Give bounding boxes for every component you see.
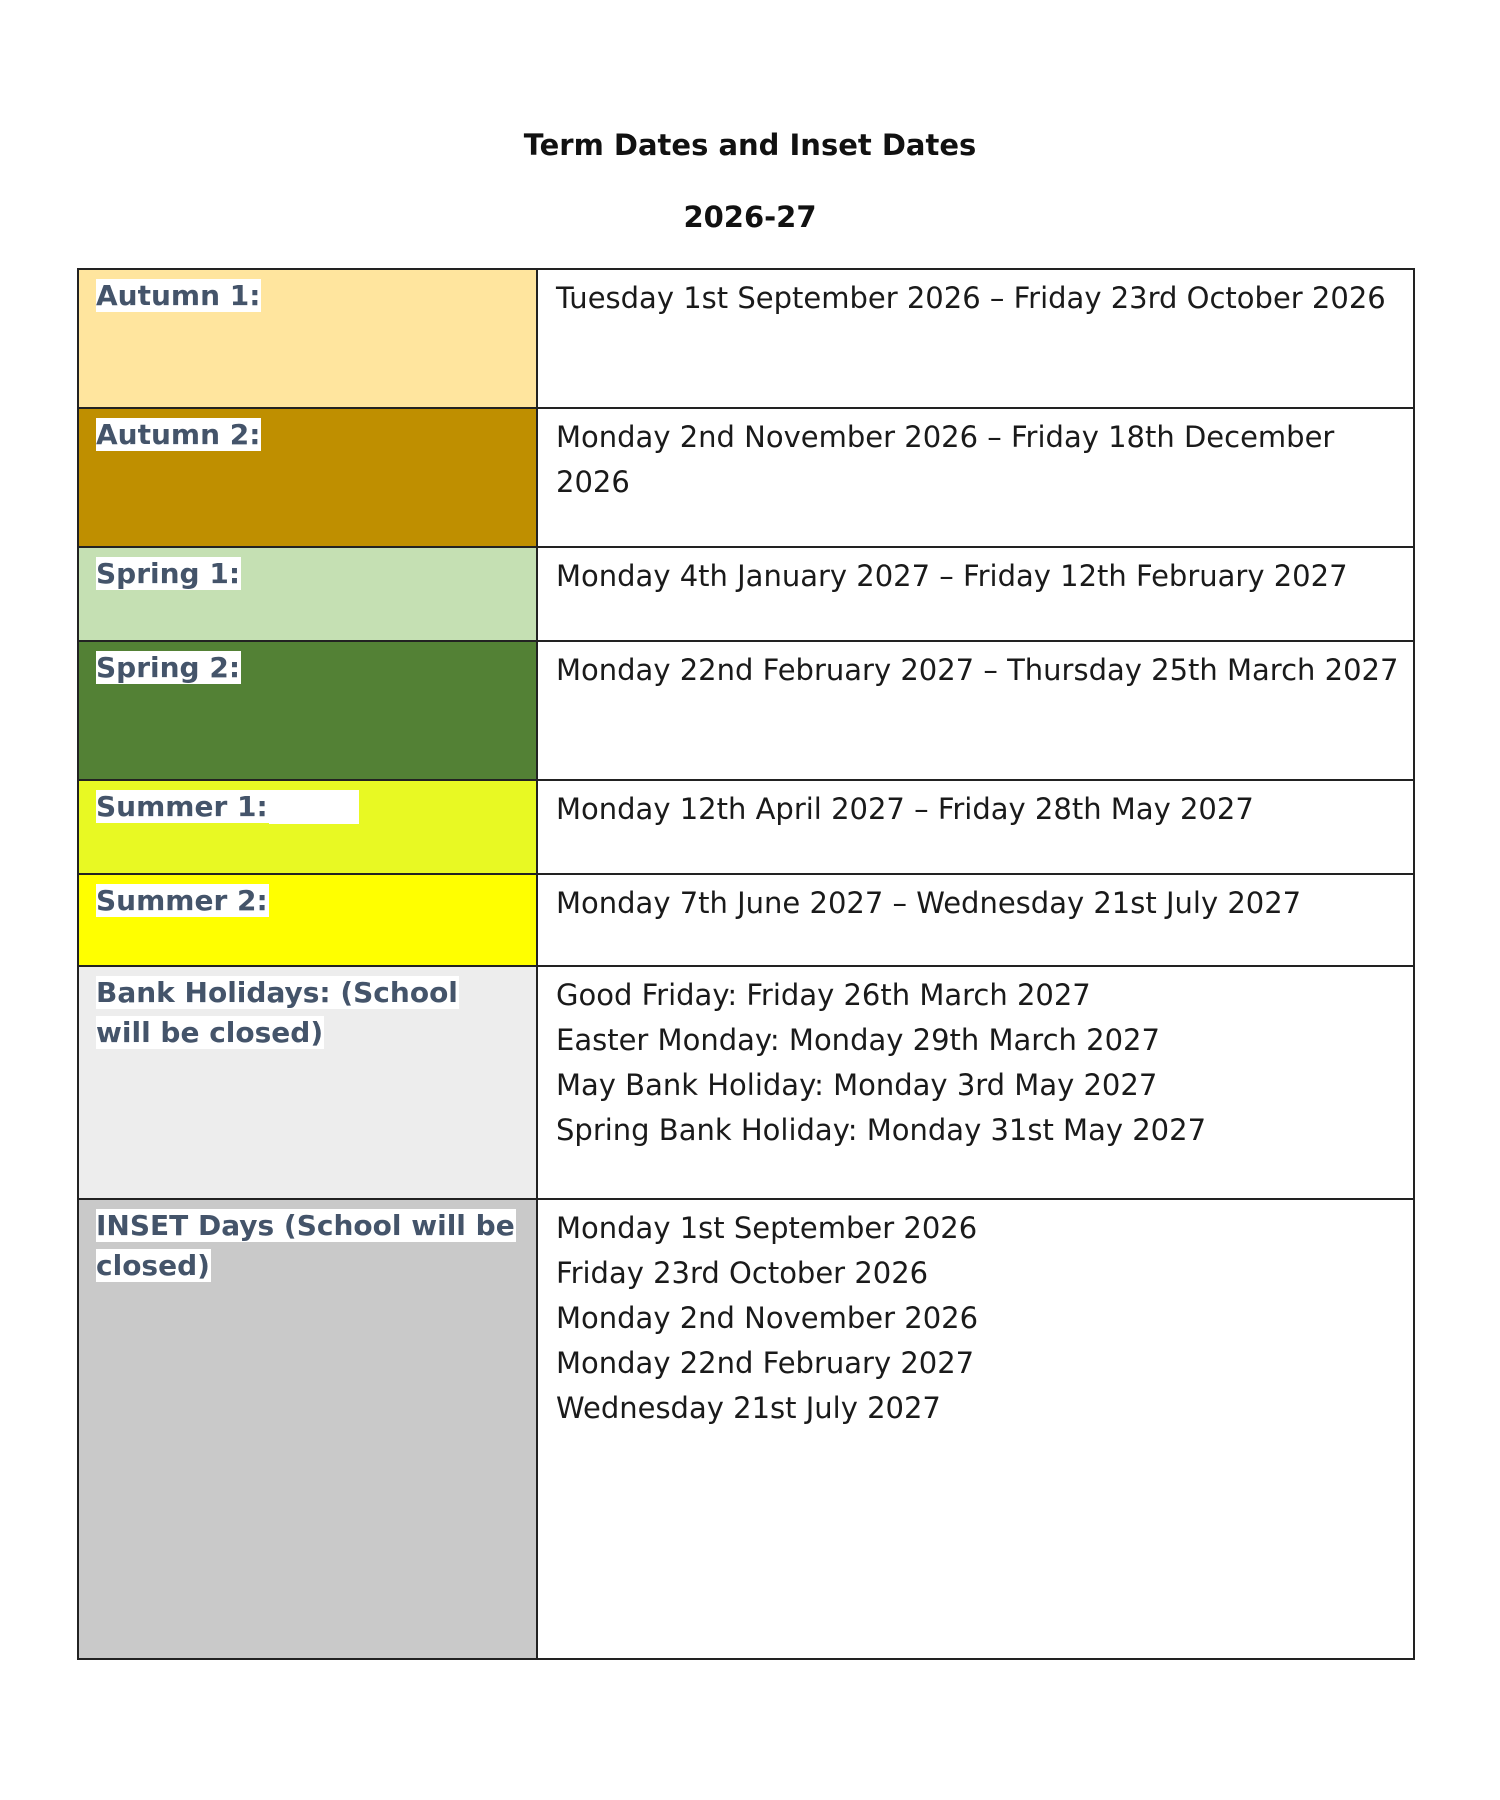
term-date-line: Tuesday 1st September 2026 – Friday 23rd October 2026 (556, 281, 1386, 315)
term-label-cell (78, 547, 537, 641)
term-date-line: Good Friday: Friday 26th March 2027 (556, 978, 1091, 1012)
term-date-line: Easter Monday: Monday 29th March 2027 (556, 1023, 1160, 1057)
term-label: Bank Holidays: (School will be closed) (96, 976, 458, 1049)
term-dates-cell (537, 269, 1414, 408)
term-label: Autumn 2: (96, 418, 261, 451)
table-row-summer-2 (78, 874, 1414, 966)
term-dates-table (77, 268, 1415, 1660)
label-highlight-pad (269, 790, 359, 824)
table-row-spring-2 (78, 641, 1414, 780)
table-row-spring-1 (78, 547, 1414, 641)
term-dates-cell (537, 874, 1414, 966)
term-label-cell (78, 874, 537, 966)
term-label-cell (78, 780, 537, 874)
term-dates-cell (537, 408, 1414, 547)
term-dates-cell (537, 641, 1414, 780)
term-date-line: Monday 1st September 2026 (556, 1211, 978, 1245)
term-date-line: Spring Bank Holiday: Monday 31st May 2027 (556, 1113, 1207, 1147)
term-date-line: Wednesday 21st July 2027 (556, 1391, 941, 1425)
term-label-cell (78, 641, 537, 780)
term-label-cell (78, 408, 537, 547)
term-label: Summer 1: (96, 790, 268, 823)
term-dates-cell (537, 966, 1414, 1199)
term-label: Autumn 1: (96, 279, 261, 312)
term-label: INSET Days (School will be closed) (96, 1209, 515, 1282)
table-row-bank-holidays (78, 966, 1414, 1199)
term-date-line: Friday 23rd October 2026 (556, 1256, 929, 1290)
term-date-line: Monday 2nd November 2026 (556, 1301, 979, 1335)
document-year: 2026-27 (683, 200, 817, 234)
term-date-line: May Bank Holiday: Monday 3rd May 2027 (556, 1068, 1158, 1102)
table-row-autumn-1 (78, 269, 1414, 408)
term-date-line: Monday 4th January 2027 – Friday 12th February 2027 (556, 559, 1348, 593)
term-label: Spring 2: (96, 651, 241, 684)
term-dates-cell (537, 1199, 1414, 1659)
term-label: Summer 2: (96, 884, 268, 917)
term-date-line: Monday 22nd February 2027 (556, 1346, 975, 1380)
table-row-inset-days (78, 1199, 1414, 1659)
term-label: Spring 1: (96, 557, 241, 590)
term-dates-cell (537, 547, 1414, 641)
table-row-autumn-2 (78, 408, 1414, 547)
term-dates-cell (537, 780, 1414, 874)
document-title: Term Dates and Inset Dates (523, 128, 977, 162)
term-label-cell (78, 1199, 537, 1659)
term-label-cell (78, 269, 537, 408)
term-date-line: Monday 22nd February 2027 – Thursday 25th March 2027 (556, 653, 1399, 687)
term-label-cell (78, 966, 537, 1199)
term-date-line: Monday 2nd November 2026 – Friday 18th December 2026 (556, 420, 1335, 499)
term-date-line: Monday 7th June 2027 – Wednesday 21st July 2027 (556, 886, 1302, 920)
table-row-summer-1 (78, 780, 1414, 874)
term-date-line: Monday 12th April 2027 – Friday 28th May 2027 (556, 792, 1254, 826)
